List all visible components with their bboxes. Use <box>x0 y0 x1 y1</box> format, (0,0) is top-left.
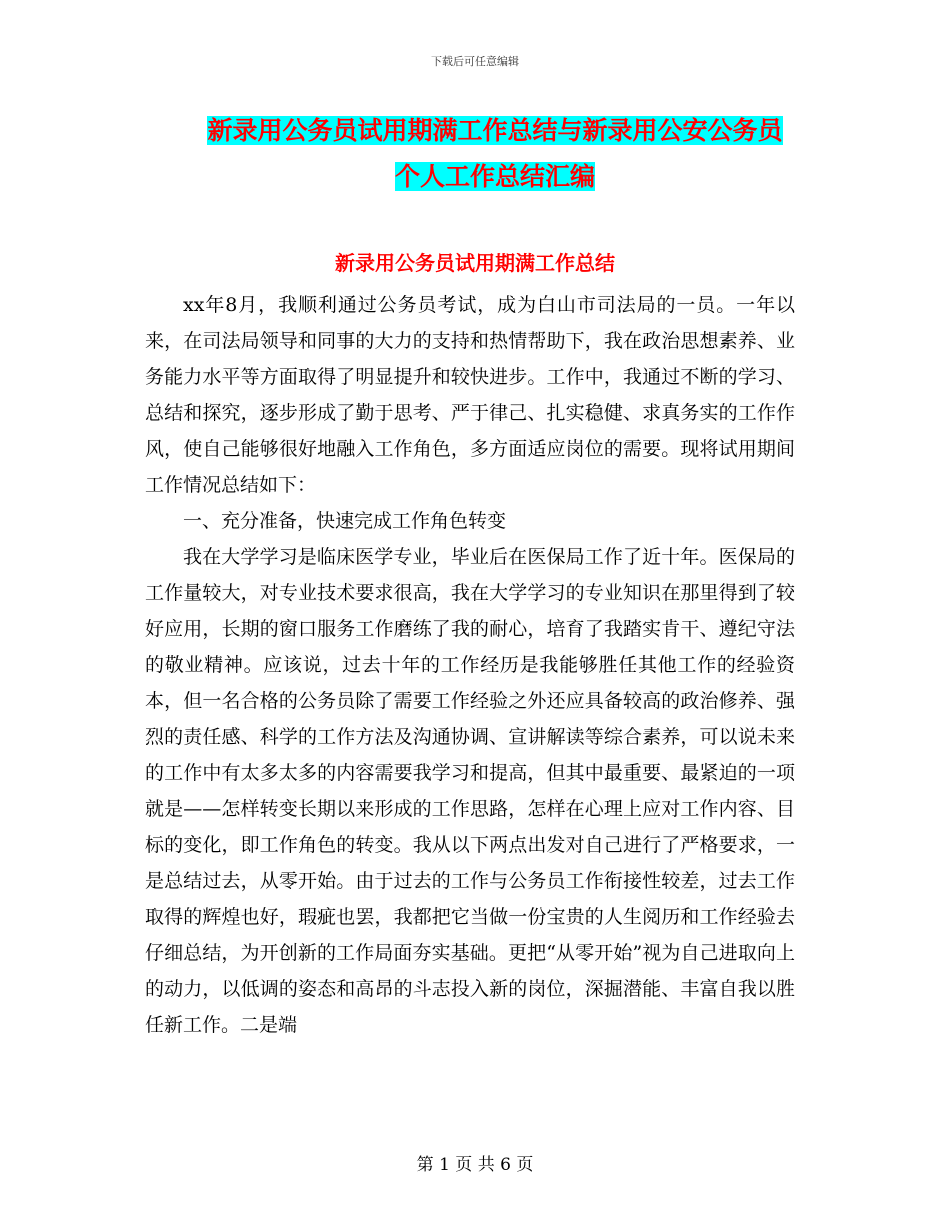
document-title-line-2: 个人工作总结汇编 <box>394 162 595 191</box>
body-text <box>145 287 795 1043</box>
paragraph-intro: xx年8月，我顺利通过公务员考试，成为白山市司法局的一员。一年以来，在司法局领导和同事的大力的支持和热情帮助下，我在政治思想素养、业务能力水平等方面取得了明显提升和较快进步。工作中，我通过不断的学习、总结和探究，逐步形成了勤于思考、严于律己、扎实稳健、求真务实的工作作风，使自己能够很好地融入工作角色，多方面适应岗位的需要。现将试用期间工作情况总结如下： <box>145 294 795 496</box>
section-title: 新录用公务员试用期满工作总结 <box>335 251 615 275</box>
document-title <box>145 108 845 200</box>
paragraph-heading-1: 一、充分准备，快速完成工作角色转变 <box>183 510 507 532</box>
document-title-line-1: 新录用公务员试用期满工作总结与新录用公安公务员 <box>207 116 783 145</box>
page-footer: 第 1 页 共 6 页 <box>416 1155 534 1175</box>
header-note: 下载后可任意编辑 <box>431 55 519 68</box>
paragraph-body: 我在大学学习是临床医学专业，毕业后在医保局工作了近十年。医保局的工作量较大，对专业技术要求很高，我在大学学习的专业知识在那里得到了较好应用，长期的窗口服务工作磨练了我的耐心，培育了我踏实肯干、遵纪守法的敬业精神。应该说，过去十年的工作经历是我能够胜任其他工作的经验资本，但一名合格的公务员除了需要工作经验之外还应具备较高的政治修养、强烈的责任感、科学的工作方法及沟通协调、宣讲解读等综合素养，可以说未来的工作中有太多太多的内容需要我学习和提高，但其中最重要、最紧迫的一项就是——怎样转变长期以来形成的工作思路，怎样在心理上应对工作内容、目标的变化，即工作角色的转变。我从以下两点出发对自己进行了严格要求，一是总结过去，从零开始。由于过去的工作与公务员工作衔接性较差，过去工作取得的辉煌也好，瑕疵也罢，我都把它当做一份宝贵的人生阅历和工作经验去仔细总结，为开创新的工作局面夯实基础。更把“从零开始”视为自己进取向上的动力，以低调的姿态和高昂的斗志投入新的岗位，深掘潜能、丰富自我以胜任新工作。二是端 <box>145 546 795 1036</box>
